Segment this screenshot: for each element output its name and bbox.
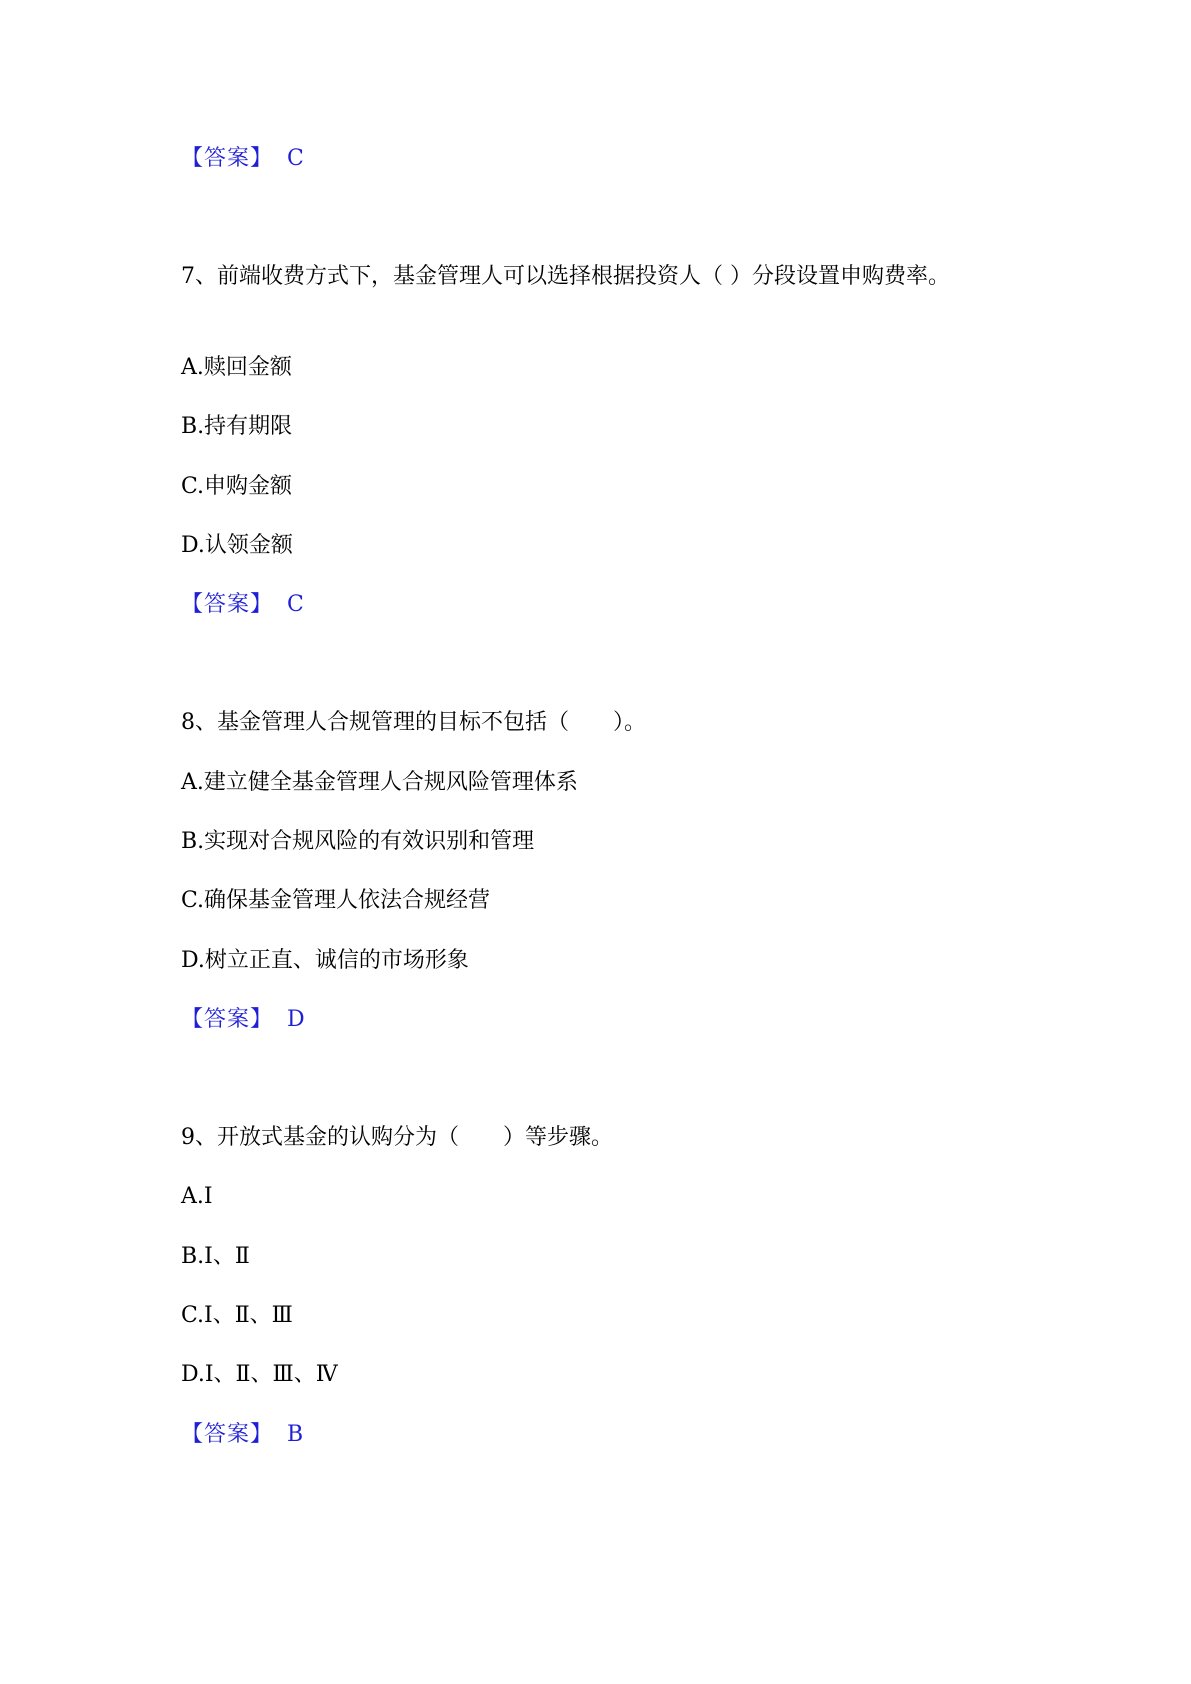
answer-value: C xyxy=(287,146,304,171)
answer-value: D xyxy=(287,1007,305,1032)
question-8-option-d: D.树立正直、诚信的市场形象 xyxy=(181,948,469,973)
answer-line xyxy=(181,143,304,175)
question-7-option-a: A.赎回金额 xyxy=(181,355,292,380)
question-7-answer xyxy=(181,589,304,621)
question-7-option-b: B.持有期限 xyxy=(181,414,293,439)
answer-label: 【答案】 xyxy=(181,146,274,171)
question-8-option-a: A.建立健全基金管理人合规风险管理体系 xyxy=(181,770,578,795)
question-8-option-c: C.确保基金管理人依法合规经营 xyxy=(181,888,491,913)
answer-label: 【答案】 xyxy=(181,1422,274,1447)
question-7-option-d: D.认领金额 xyxy=(181,533,293,558)
answer-label: 【答案】 xyxy=(181,1007,274,1032)
question-9-option-d: D.Ⅰ、Ⅱ、Ⅲ、Ⅳ xyxy=(181,1362,338,1387)
question-8-text: 8、基金管理人合规管理的目标不包括（ ）。 xyxy=(181,710,646,735)
answer-value: B xyxy=(287,1422,304,1447)
question-8-option-b: B.实现对合规风险的有效识别和管理 xyxy=(181,829,535,854)
answer-label: 【答案】 xyxy=(181,592,274,617)
answer-value: C xyxy=(287,592,304,617)
question-9-text: 9、开放式基金的认购分为（ ）等步骤。 xyxy=(181,1125,613,1150)
question-8-answer xyxy=(181,1004,305,1036)
question-9-option-a: A.Ⅰ xyxy=(181,1184,213,1209)
question-9-option-c: C.Ⅰ、Ⅱ、Ⅲ xyxy=(181,1303,293,1328)
question-9-answer xyxy=(181,1419,303,1451)
question-7-text: 7、前端收费方式下，基金管理人可以选择根据投资人（ ）分段设置申购费率。 xyxy=(181,264,950,289)
question-9-option-b: B.Ⅰ、Ⅱ xyxy=(181,1244,250,1269)
question-7-option-c: C.申购金额 xyxy=(181,474,293,499)
